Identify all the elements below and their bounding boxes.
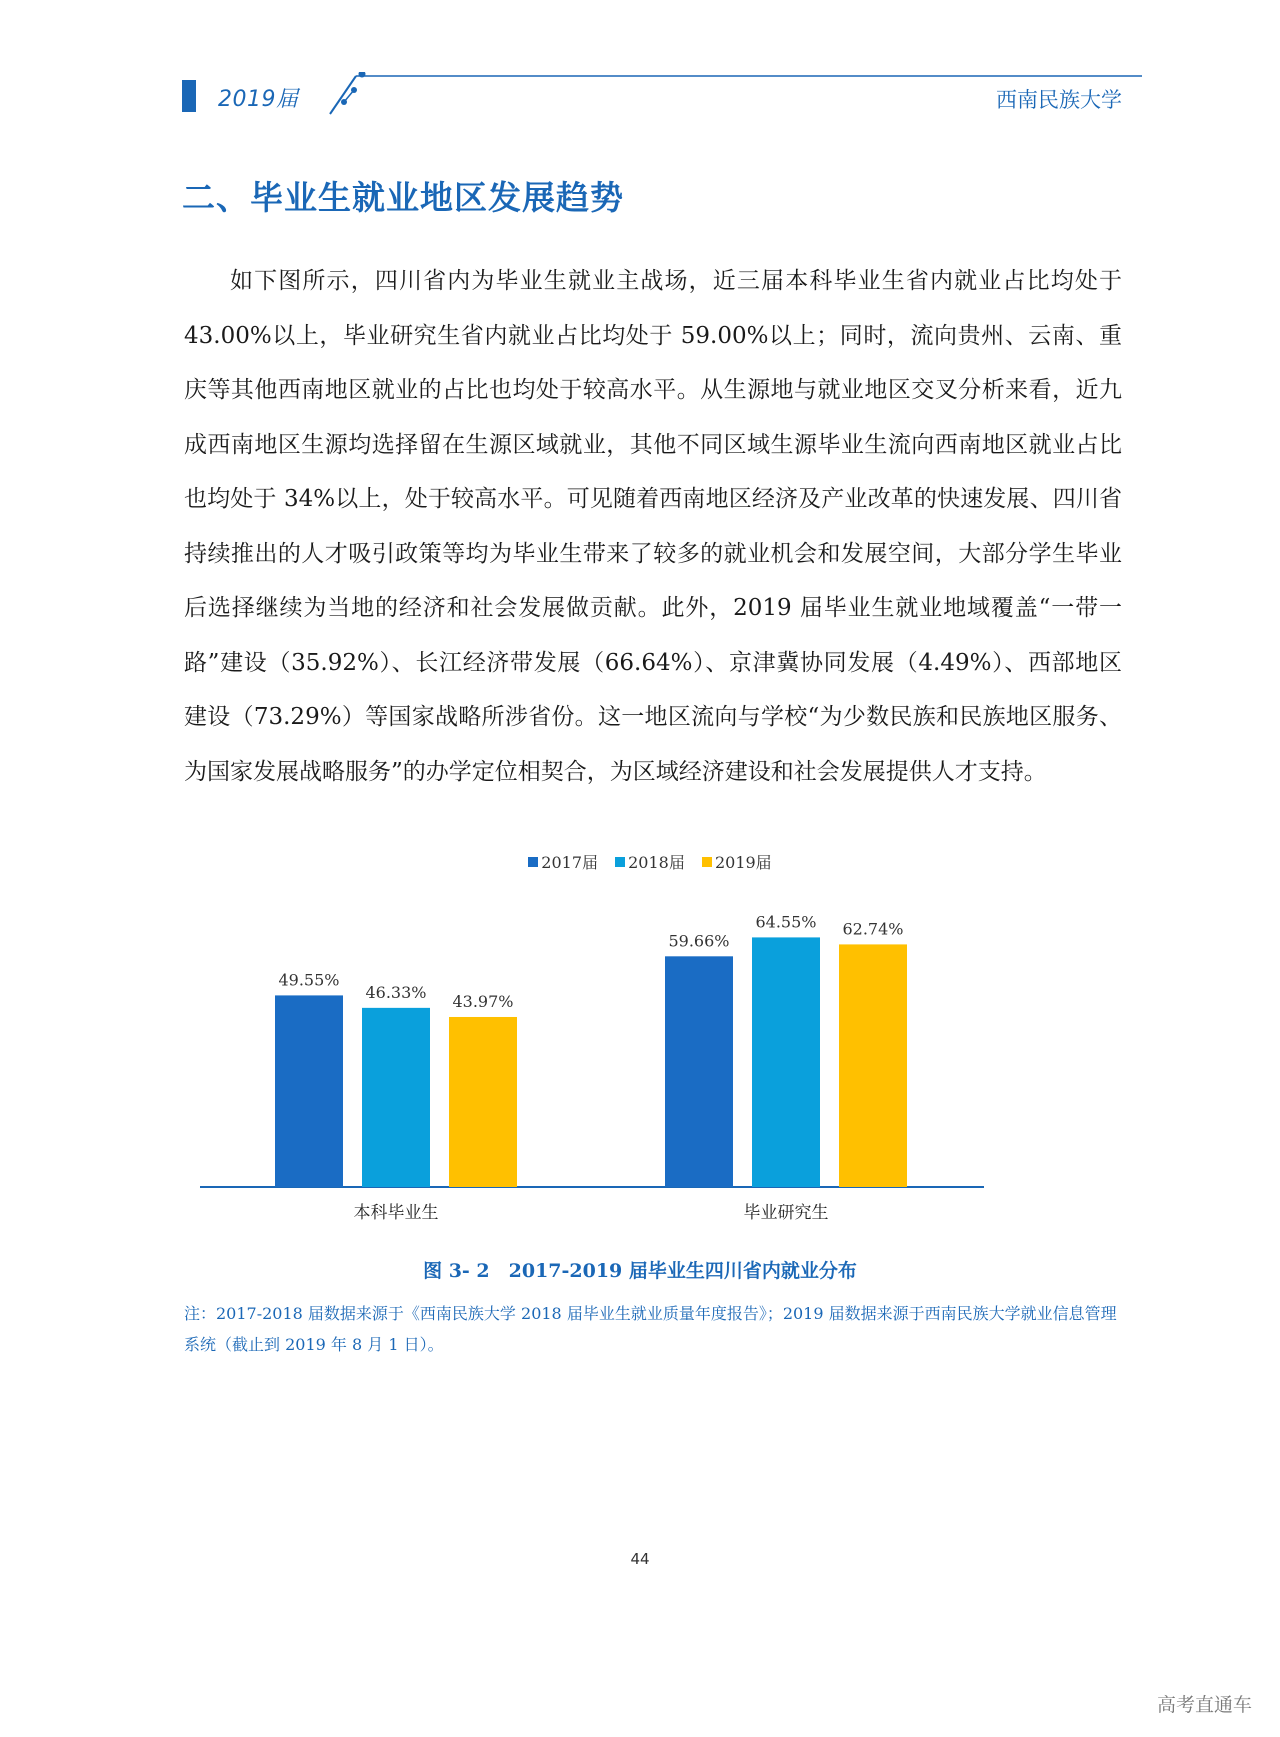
header-school-name: 西南民族大学 <box>996 88 1122 112</box>
page-header <box>182 72 1122 118</box>
bar-2018届-本科毕业生 <box>362 1008 430 1187</box>
data-label-2019届-毕业研究生: 62.74% <box>842 919 904 939</box>
watermark-text: 高考直通车 <box>1156 1694 1252 1716</box>
bar-2019届-毕业研究生 <box>839 944 907 1187</box>
data-label-2018届-毕业研究生: 64.55% <box>755 912 817 932</box>
bar-2019届-本科毕业生 <box>449 1017 517 1187</box>
data-label-2018届-本科毕业生: 46.33% <box>365 982 427 1002</box>
page-number: 44 <box>630 1550 650 1568</box>
employment-bar-chart <box>200 850 1100 1240</box>
category-label: 毕业研究生 <box>743 1203 829 1223</box>
legend-label-2019: 2019届 <box>714 853 772 872</box>
data-label-2017届-本科毕业生: 49.55% <box>278 970 340 990</box>
section-title: 二、毕业生就业地区发展趋势 <box>182 178 624 217</box>
chart-plot-area <box>200 850 1100 1240</box>
bar-2017届-毕业研究生 <box>665 956 733 1187</box>
data-label-2017届-毕业研究生: 59.66% <box>668 931 730 951</box>
bar-2018届-毕业研究生 <box>752 937 820 1187</box>
header-accent-bar <box>182 80 196 112</box>
figure-note: 注：2017-2018 届数据来源于《西南民族大学 2018 届毕业生就业质量年度报告》；2019 届数据来源于西南民族大学就业信息管理系统（截止到 2019 年 8 月 1 日）。 <box>184 1304 1117 1354</box>
legend-label-2018: 2018届 <box>628 853 685 872</box>
header-year: 2019届 <box>218 87 299 112</box>
data-label-2019届-本科毕业生: 43.97% <box>452 991 514 1011</box>
bar-2017届-本科毕业生 <box>275 995 343 1187</box>
category-label: 本科毕业生 <box>353 1203 439 1223</box>
body-paragraph: 如下图所示，四川省内为毕业生就业主战场，近三届本科毕业生省内就业占比均处于 43.00%以上，毕业研究生省内就业占比均处于 59.00%以上；同时，流向贵州、云南、重庆等其他西南地区就业的占比也均处于较高水平。从生源地与就业地区交叉分析来看，近九成西南地区生源均选择留在生源区域就业，其他不同区域生源毕业生流向西南地区就业占比也均处于 34%以上，处于较高水平。可见随着西南地区经济及产业改革的快速发展、四川省持续推出的人才吸引政策等均为毕业生带来了较多的就业机会和发展空间，大部分学生毕业后选择继续为当地的经济和社会发展做贡献。此外，2019 届毕业生就业地域覆盖“一带一路”建设（35.92%）、长江经济带发展（66.64%）、京津冀协同发展（4.49%）、西部地区建设（73.29%）等国家战略所涉省份。这一地区流向与学校“为少数民族和民族地区服务、为国家发展战略服务”的办学定位相契合，为区域经济建设和社会发展提供人才支持。 <box>184 268 1122 785</box>
legend-label-2017: 2017届 <box>541 853 599 872</box>
figure-caption: 图 3- 2 2017-2019 届毕业生四川省内就业分布 <box>423 1260 857 1282</box>
